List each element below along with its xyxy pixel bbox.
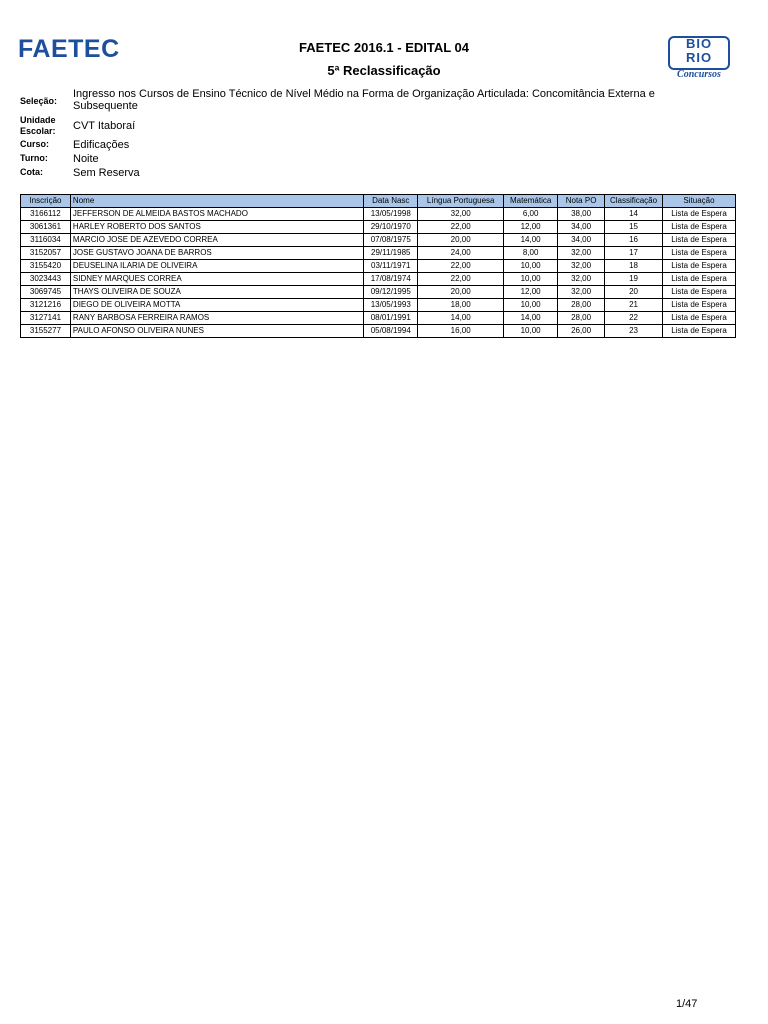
cell-lingua-portuguesa: 14,00: [418, 312, 504, 325]
biorio-logo-concursos: Concursos: [677, 69, 721, 80]
cell-situacao: Lista de Espera: [663, 312, 736, 325]
table-row: [21, 247, 736, 260]
col-classificacao: Classificação: [605, 195, 663, 208]
cell-lingua-portuguesa: 20,00: [418, 234, 504, 247]
cell-matematica: 10,00: [504, 299, 558, 312]
cell-lingua-portuguesa: 22,00: [418, 221, 504, 234]
table-row: [21, 286, 736, 299]
cell-matematica: 10,00: [504, 273, 558, 286]
unidade-value: CVT Itaboraí: [73, 120, 136, 132]
cell-lingua-portuguesa: 22,00: [418, 273, 504, 286]
cell-classificacao: 16: [605, 234, 663, 247]
cell-classificacao: 19: [605, 273, 663, 286]
cell-classificacao: 15: [605, 221, 663, 234]
cell-situacao: Lista de Espera: [663, 234, 736, 247]
cell-nota-po: 34,00: [558, 234, 605, 247]
cell-nome: JEFFERSON DE ALMEIDA BASTOS MACHADO: [70, 208, 363, 221]
cell-inscricao: 3155420: [21, 260, 71, 273]
biorio-logo-rio: RIO: [685, 50, 713, 65]
turno-value: Noite: [73, 153, 99, 165]
cell-inscricao: 3023443: [21, 273, 71, 286]
cell-nome: DEUSELINA ILARIA DE OLIVEIRA: [70, 260, 363, 273]
curso-value: Edificações: [73, 139, 130, 151]
cell-matematica: 8,00: [504, 247, 558, 260]
cell-classificacao: 18: [605, 260, 663, 273]
cell-data-nasc: 13/05/1993: [364, 299, 418, 312]
cell-matematica: 12,00: [504, 221, 558, 234]
cell-situacao: Lista de Espera: [663, 247, 736, 260]
cell-inscricao: 3069745: [21, 286, 71, 299]
cell-lingua-portuguesa: 24,00: [418, 247, 504, 260]
cell-nome: PAULO AFONSO OLIVEIRA NUNES: [70, 325, 363, 338]
table-row: [21, 208, 736, 221]
cell-nota-po: 34,00: [558, 221, 605, 234]
cell-classificacao: 20: [605, 286, 663, 299]
document-subtitle: 5ª Reclassificação: [327, 63, 441, 78]
cell-situacao: Lista de Espera: [663, 221, 736, 234]
results-table: [20, 194, 736, 338]
cell-data-nasc: 07/08/1975: [364, 234, 418, 247]
cell-lingua-portuguesa: 22,00: [418, 260, 504, 273]
table-row: [21, 312, 736, 325]
cell-nota-po: 28,00: [558, 299, 605, 312]
cell-nome: HARLEY ROBERTO DOS SANTOS: [70, 221, 363, 234]
cell-nome: JOSE GUSTAVO JOANA DE BARROS: [70, 247, 363, 260]
cell-inscricao: 3121216: [21, 299, 71, 312]
col-inscricao: Inscrição: [21, 195, 71, 208]
turno-label: Turno:: [20, 153, 48, 163]
cell-lingua-portuguesa: 20,00: [418, 286, 504, 299]
cell-classificacao: 22: [605, 312, 663, 325]
cell-lingua-portuguesa: 16,00: [418, 325, 504, 338]
cell-data-nasc: 05/08/1994: [364, 325, 418, 338]
cell-matematica: 10,00: [504, 260, 558, 273]
cell-data-nasc: 09/12/1995: [364, 286, 418, 299]
cell-nome: SIDNEY MARQUES CORREA: [70, 273, 363, 286]
cell-classificacao: 21: [605, 299, 663, 312]
cota-value: Sem Reserva: [73, 167, 140, 179]
table-body: [21, 208, 736, 338]
table-row: [21, 234, 736, 247]
col-nome: Nome: [70, 195, 363, 208]
cell-matematica: 14,00: [504, 312, 558, 325]
table-row: [21, 221, 736, 234]
page-number: 1/47: [676, 998, 698, 1010]
selecao-label: Seleção:: [20, 96, 58, 106]
cell-inscricao: 3061361: [21, 221, 71, 234]
cell-nota-po: 38,00: [558, 208, 605, 221]
cell-nome: RANY BARBOSA FERREIRA RAMOS: [70, 312, 363, 325]
table-row: [21, 273, 736, 286]
cell-nota-po: 28,00: [558, 312, 605, 325]
cell-situacao: Lista de Espera: [663, 299, 736, 312]
col-lingua-portuguesa: Língua Portuguesa: [418, 195, 504, 208]
table-row: [21, 299, 736, 312]
cell-inscricao: 3116034: [21, 234, 71, 247]
table-header-row: [21, 195, 736, 208]
curso-label: Curso:: [20, 139, 49, 149]
cell-situacao: Lista de Espera: [663, 260, 736, 273]
cell-nota-po: 32,00: [558, 286, 605, 299]
document-title: FAETEC 2016.1 - EDITAL 04: [298, 40, 470, 55]
unidade-label: Unidade Escolar:: [20, 115, 56, 136]
cell-classificacao: 23: [605, 325, 663, 338]
cell-situacao: Lista de Espera: [663, 286, 736, 299]
cell-situacao: Lista de Espera: [663, 208, 736, 221]
cell-inscricao: 3152057: [21, 247, 71, 260]
faetec-logo: FAETEC: [18, 35, 120, 63]
table-row: [21, 325, 736, 338]
table-row: [21, 260, 736, 273]
cell-data-nasc: 13/05/1998: [364, 208, 418, 221]
col-nota-po: Nota PO: [558, 195, 605, 208]
cell-inscricao: 3155277: [21, 325, 71, 338]
col-situacao: Situação: [663, 195, 736, 208]
cell-data-nasc: 08/01/1991: [364, 312, 418, 325]
col-matematica: Matemática: [504, 195, 558, 208]
cota-label: Cota:: [20, 167, 43, 177]
biorio-logo: [668, 36, 730, 82]
cell-data-nasc: 17/08/1974: [364, 273, 418, 286]
cell-nota-po: 32,00: [558, 247, 605, 260]
cell-matematica: 6,00: [504, 208, 558, 221]
cell-inscricao: 3127141: [21, 312, 71, 325]
col-data-nasc: Data Nasc: [364, 195, 418, 208]
cell-nota-po: 32,00: [558, 273, 605, 286]
cell-matematica: 10,00: [504, 325, 558, 338]
selecao-value: Ingresso nos Cursos de Ensino Técnico de Nível Médio na Forma de Organização Articulada: Concomitância Externa e Subsequente: [73, 88, 655, 112]
cell-nome: MARCIO JOSE DE AZEVEDO CORREA: [70, 234, 363, 247]
cell-situacao: Lista de Espera: [663, 273, 736, 286]
cell-nota-po: 32,00: [558, 260, 605, 273]
cell-matematica: 14,00: [504, 234, 558, 247]
cell-situacao: Lista de Espera: [663, 325, 736, 338]
cell-nota-po: 26,00: [558, 325, 605, 338]
biorio-logo-bio: BIO: [685, 36, 713, 51]
cell-inscricao: 3166112: [21, 208, 71, 221]
cell-classificacao: 14: [605, 208, 663, 221]
cell-lingua-portuguesa: 32,00: [418, 208, 504, 221]
cell-classificacao: 17: [605, 247, 663, 260]
cell-matematica: 12,00: [504, 286, 558, 299]
cell-data-nasc: 29/11/1985: [364, 247, 418, 260]
cell-lingua-portuguesa: 18,00: [418, 299, 504, 312]
cell-nome: THAYS OLIVEIRA DE SOUZA: [70, 286, 363, 299]
cell-data-nasc: 29/10/1970: [364, 221, 418, 234]
cell-nome: DIEGO DE OLIVEIRA MOTTA: [70, 299, 363, 312]
cell-data-nasc: 03/11/1971: [364, 260, 418, 273]
